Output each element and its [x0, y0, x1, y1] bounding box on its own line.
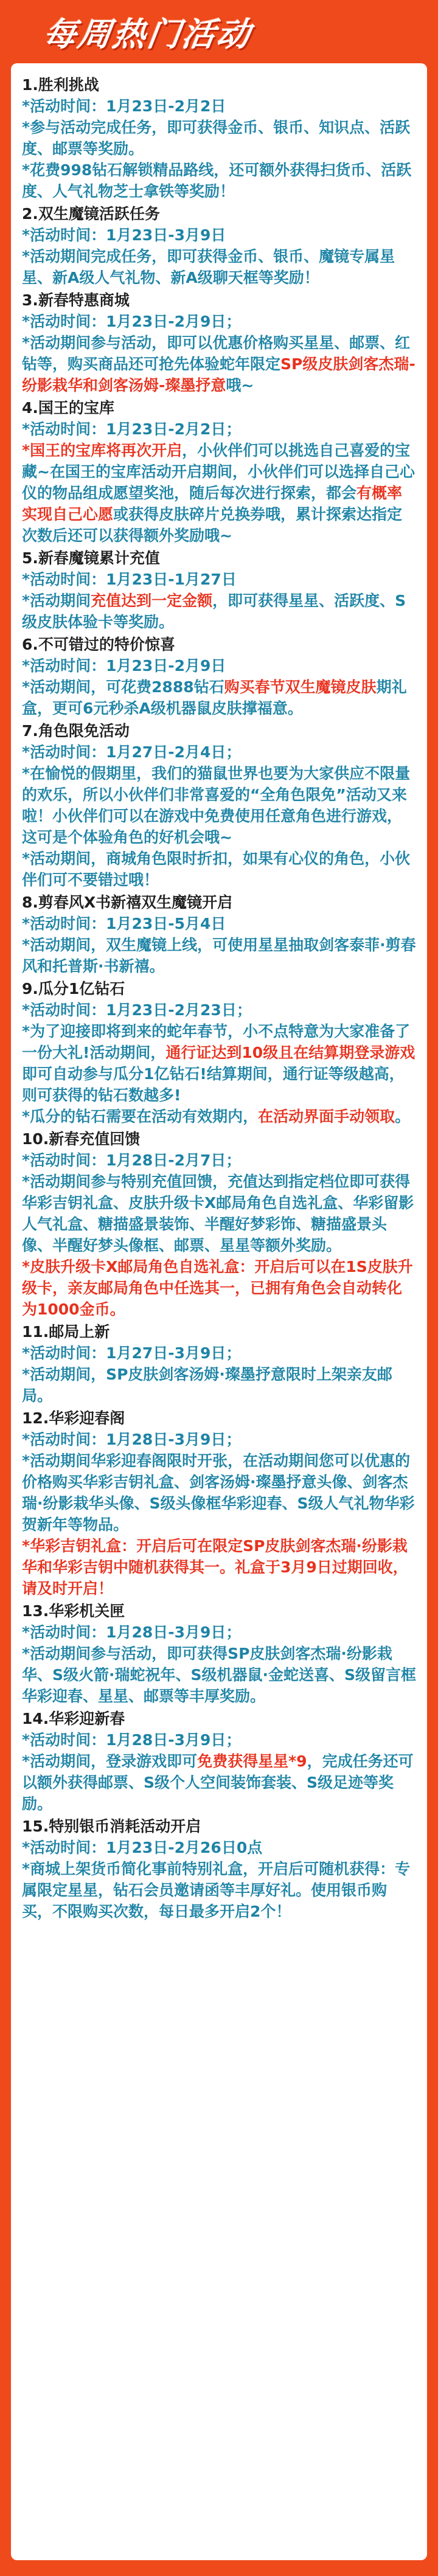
highlight-text: 充值达到一定金额: [91, 592, 213, 609]
activity-detail: [22, 1837, 416, 1858]
activity-heading: 4.国王的宝库: [22, 399, 114, 417]
banner: [11, 0, 427, 63]
activity-detail: [22, 676, 416, 719]
activity-detail: [22, 1171, 416, 1256]
activity-detail: [22, 1751, 416, 1814]
activity-detail: [22, 1106, 416, 1127]
activity-detail: [22, 913, 416, 934]
activity-section: [22, 74, 416, 202]
activity-heading: 15.特别银币消耗活动开启: [22, 1817, 201, 1835]
highlight-text: 通行证达到10级且在结算期登录游戏: [165, 1044, 415, 1061]
detail-text: *为了迎接即将到来的蛇年春节，小不点特意为大家准备了一份大礼!活动期间，: [22, 1022, 411, 1061]
detail-text: *活动期间华彩迎春阁限时开张，在活动期间您可以优惠的价格购买华彩吉钥礼盒、剑客汤姆·璨墨抒意头像、剑客杰瑞·纷影栽华头像、S级头像框华彩迎春、S级人气礼物华彩贺新年等物品。: [22, 1452, 415, 1533]
activity-detail: [22, 741, 416, 763]
detail-text: *活动时间：1月23日-2月26日0点: [22, 1839, 263, 1856]
detail-text: 。: [395, 1108, 411, 1125]
activity-detail: [22, 934, 416, 977]
activity-heading: 9.瓜分1亿钻石: [22, 980, 125, 998]
activity-detail: [22, 569, 416, 590]
highlight-text: SP级皮肤剑客杰瑞-纷影栽华和剑客汤姆-璨墨抒意: [22, 355, 415, 394]
detail-text: *活动期间参与活动，即可以优惠价格购买星星、邮票、红钻等，购买商品还可抢先体验蛇年限定: [22, 334, 411, 373]
detail-text: *活动时间：1月27日-2月4日；: [22, 743, 242, 761]
activity-detail: [22, 1622, 416, 1643]
activity-heading: 7.角色限免活动: [22, 722, 130, 740]
detail-text: 即可自动参与瓜分1亿钻石!结算期间，通行证等级越高，则可获得的钻石数越多!: [22, 1065, 405, 1104]
activity-detail: [22, 418, 416, 440]
detail-text: *在愉悦的假期里，我们的猫鼠世界也要为大家供应不限量的欢乐，所以小伙伴们非常喜爱的“全角色限免”活动又来啦！小伙伴们可以在游戏中免费使用任意角色进行游戏，这可是个体验角色的好机会哦~: [22, 765, 411, 846]
highlight-text: 有概率实现自己心愿: [22, 484, 403, 523]
highlight-text: 在活动界面手动领取: [258, 1108, 395, 1125]
detail-text: *活动期间，商城角色限时折扣，如果有心仪的角色，小伙伴们可不要错过哦！: [22, 850, 411, 889]
page-title: 每周热门活动: [41, 15, 254, 54]
detail-text: 哦~: [226, 377, 254, 394]
activity-section: [22, 634, 416, 719]
activity-detail: [22, 1643, 416, 1707]
detail-text: *活动期间，双生魔镜上线，可使用星星抽取剑客泰菲·剪春风和托普斯·书新禧。: [22, 936, 416, 975]
activity-detail: [22, 999, 416, 1021]
detail-text: *活动期间，可花费2888钻石: [22, 678, 224, 696]
activity-section: [22, 1600, 416, 1707]
activity-section: [22, 892, 416, 977]
activity-detail: [22, 1256, 416, 1320]
activity-heading: 1.胜利挑战: [22, 76, 99, 94]
activity-detail: [22, 224, 416, 246]
detail-text: *活动期间参与特别充值回馈，充值达到指定档位即可获得华彩吉钥礼盒、皮肤升级卡X邮局角色自选礼盒、华彩留影人气礼盒、糖描盛景装饰、半醒好梦彩饰、糖描盛景头像、半醒好梦头像框、邮票、星星等额外奖励。: [22, 1173, 414, 1254]
activity-detail: [22, 95, 416, 117]
detail-text: *活动时间：1月27日-3月9日；: [22, 1344, 242, 1362]
detail-text: *活动时间：1月23日-2月9日: [22, 657, 226, 675]
detail-text: *参与活动完成任务，即可获得金币、银币、知识点、活跃度、邮票等奖励。: [22, 119, 411, 158]
detail-text: *瓜分的钻石需要在活动有效期内，: [22, 1108, 259, 1125]
activity-detail: [22, 1021, 416, 1106]
activity-detail: [22, 117, 416, 159]
activity-detail: [22, 848, 416, 890]
activity-detail: [22, 440, 416, 546]
activity-heading: 8.剪春风X书新禧双生魔镜开启: [22, 894, 233, 911]
highlight-text: 免费获得星星*9: [197, 1752, 307, 1770]
activity-detail: [22, 1858, 416, 1922]
detail-text: *活动时间：1月23日-3月9日: [22, 226, 226, 244]
detail-text: *活动时间：1月28日-2月7日；: [22, 1151, 242, 1169]
activity-detail: [22, 246, 416, 288]
activity-detail: [22, 1450, 416, 1535]
detail-text: *活动时间：1月28日-3月9日；: [22, 1623, 242, 1641]
detail-text: *活动时间：1月28日-3月9日；: [22, 1431, 242, 1448]
detail-text: *活动时间：1月23日-1月27日: [22, 571, 237, 588]
detail-text: 期礼盒，更可6元秒杀A级机器鼠皮肤撑福意。: [22, 678, 407, 717]
activity-heading: 14.华彩迎新春: [22, 1710, 125, 1727]
activity-section: [22, 1708, 416, 1814]
activity-detail: [22, 1535, 416, 1599]
detail-text: *活动时间：1月23日-2月2日: [22, 97, 226, 115]
detail-text: *活动期间: [22, 592, 91, 609]
highlight-text: 购买春节双生魔镜皮肤: [224, 678, 377, 696]
activity-detail: [22, 1729, 416, 1751]
highlight-text: *国王的宝库将再次开启: [22, 442, 182, 459]
detail-text: *活动时间：1月23日-2月23日；: [22, 1001, 252, 1019]
activity-list: [11, 63, 427, 2560]
activity-heading: 10.新春充值回馈: [22, 1130, 141, 1148]
activity-detail: [22, 159, 416, 202]
activity-section: [22, 720, 416, 890]
activity-detail: [22, 655, 416, 676]
activity-section: [22, 978, 416, 1127]
detail-text: *活动期间参与活动，即可获得SP皮肤剑客杰瑞·纷影栽华、S级火箭·瑞蛇祝年、S级机器鼠·金蛇送喜、S级留言框华彩迎春、星星、邮票等丰厚奖励。: [22, 1645, 417, 1705]
activity-heading: 5.新春魔镜累计充值: [22, 549, 160, 567]
detail-text: ，完成任务还可以额外获得邮票、S级个人空间装饰套装、S级足迹等奖励。: [22, 1752, 414, 1813]
activity-section: [22, 1321, 416, 1406]
detail-text: 或获得皮肤碎片兑换券哦，累计探索达指定次数后还可以获得额外奖励哦~: [22, 505, 403, 544]
activity-section: [22, 1128, 416, 1320]
activity-detail: [22, 763, 416, 848]
activity-heading: 3.新春特惠商城: [22, 291, 130, 309]
activity-detail: [22, 590, 416, 633]
activity-detail: [22, 311, 416, 332]
highlight-text: *华彩吉钥礼盒：开启后可在限定SP皮肤剑客杰瑞·纷影栽华和华彩吉钥中随机获得其一。礼盒于3月9日过期回收，请及时开启！: [22, 1537, 408, 1597]
activity-section: [22, 1816, 416, 1922]
detail-text: *活动时间：1月23日-2月2日；: [22, 420, 242, 438]
activity-heading: 12.华彩迎春阁: [22, 1409, 125, 1427]
detail-text: *活动期间，SP皮肤剑客汤姆·璨墨抒意限时上架亲友邮局。: [22, 1366, 392, 1404]
detail-text: *活动时间：1月28日-3月9日；: [22, 1731, 242, 1749]
detail-text: *活动时间：1月23日-5月4日: [22, 915, 226, 932]
detail-text: ，小伙伴们可以挑选自己喜爱的宝藏~在国王的宝库活动开启期间，小伙伴们可以选择自己心仪的物品组成愿望奖池，随后每次进行探索，都会: [22, 442, 415, 502]
activity-section: [22, 203, 416, 288]
activity-detail: [22, 1364, 416, 1406]
detail-text: *活动期间，登录游戏即可: [22, 1752, 198, 1770]
activity-heading: 6.不可错过的特价惊喜: [22, 636, 175, 653]
activity-section: [22, 397, 416, 546]
highlight-text: *皮肤升级卡X邮局角色自选礼盒：开启后可以在1S皮肤升级卡，亲友邮局角色中任选其一，已拥有角色会自动转化为1000金币。: [22, 1258, 413, 1318]
detail-text: *活动时间：1月23日-2月9日；: [22, 313, 242, 330]
detail-text: *花费998钻石解锁精品路线，还可额外获得扫货币、活跃度、人气礼物芝士拿铁等奖励！: [22, 161, 412, 200]
activity-heading: 2.双生魔镜活跃任务: [22, 205, 160, 223]
activity-heading: 13.华彩机关匣: [22, 1602, 125, 1620]
activity-section: [22, 290, 416, 396]
detail-text: ，即可获得星星、活跃度、S级皮肤体验卡等奖励。: [22, 592, 406, 631]
activity-detail: [22, 332, 416, 396]
activity-section: [22, 1408, 416, 1599]
activity-section: [22, 547, 416, 633]
activity-detail: [22, 1150, 416, 1171]
activity-detail: [22, 1342, 416, 1364]
detail-text: *活动期间完成任务，即可获得金币、银币、魔镜专属星星、新A级人气礼物、新A级聊天框等奖励！: [22, 248, 395, 286]
detail-text: *商城上架货币简化事前特别礼盒，开启后可随机获得：专属限定星星，钻石会员邀请函等丰厚好礼。使用银币购买，不限购买次数，每日最多开启2个！: [22, 1860, 411, 1920]
activity-heading: 11.邮局上新: [22, 1323, 110, 1341]
activity-detail: [22, 1429, 416, 1450]
